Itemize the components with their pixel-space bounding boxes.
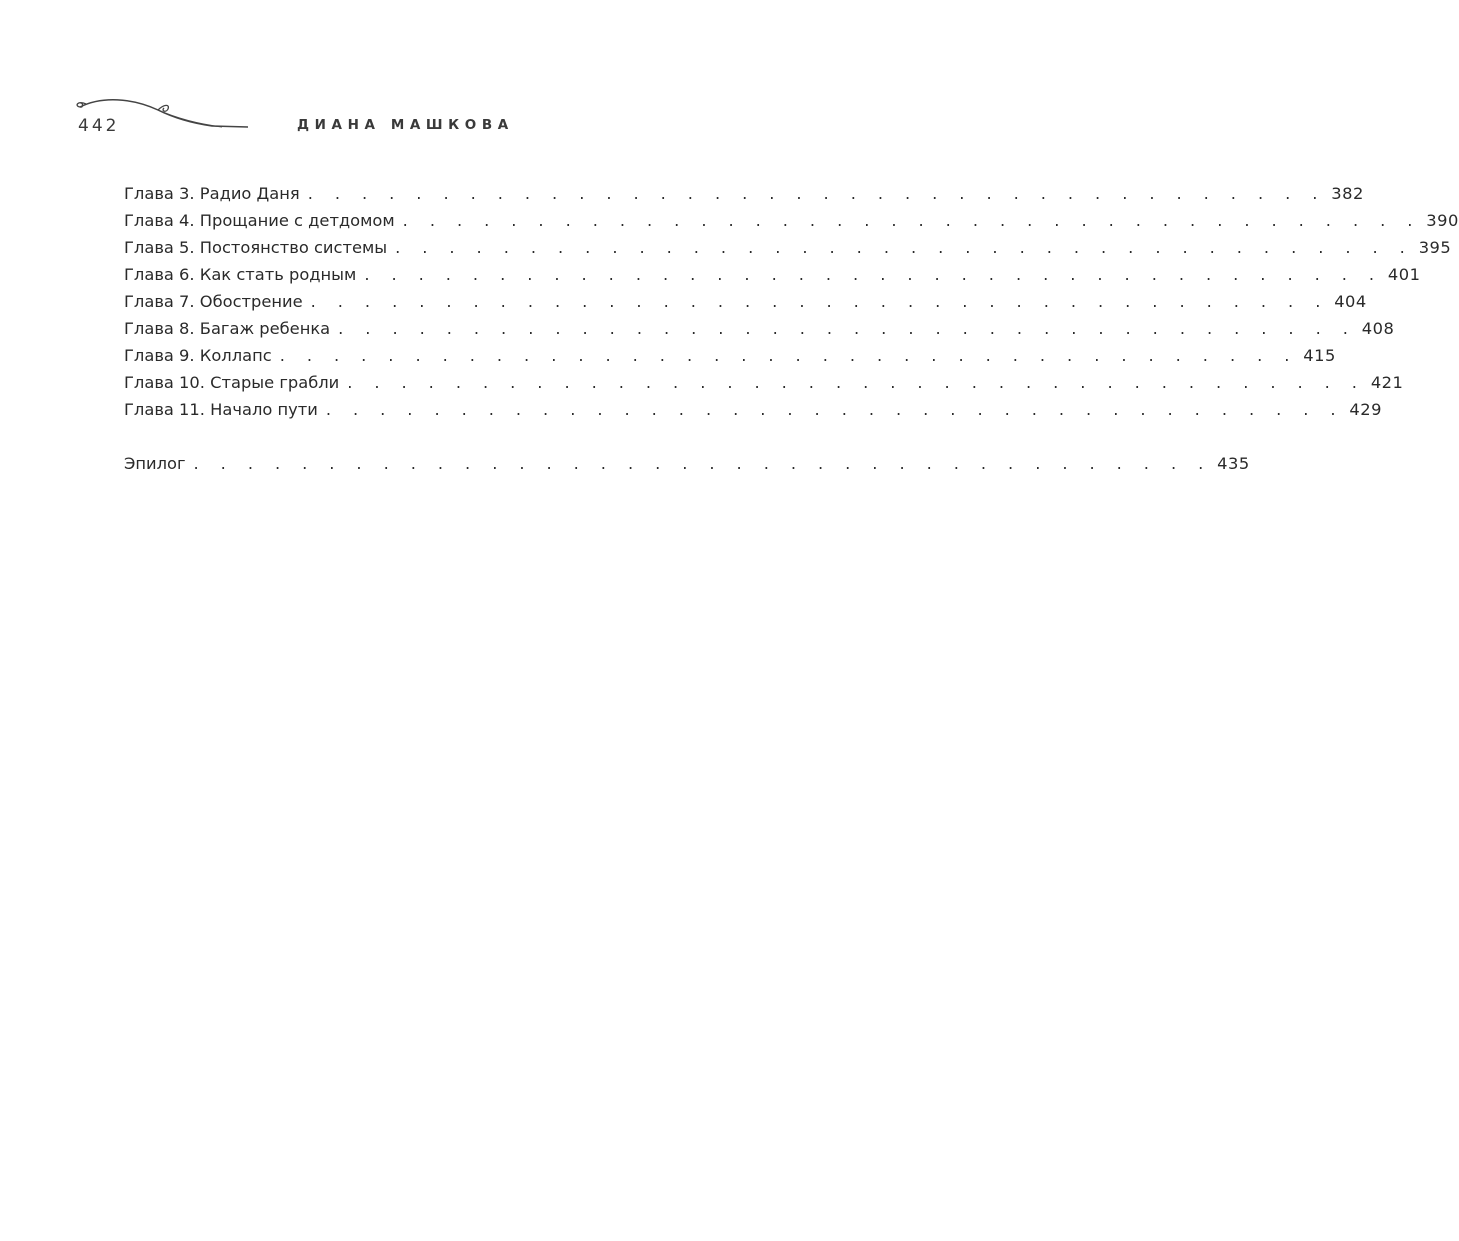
toc-entry [124,238,1452,265]
toc-entry [124,346,1336,373]
toc-entry-page: 421 [1370,373,1404,392]
toc-entry [124,211,1459,238]
dot-leader: . . . . . . . . . . . . . . . . . . . . . . . . . . . . . . . . . . . . . . [325,400,1344,419]
toc-entry [124,373,1404,400]
toc-entry-page: 382 [1331,184,1364,203]
toc-entry-title: Глава 5. Постоянство системы [124,238,388,257]
dot-leader: . . . . . . . . . . . . . . . . . . . . . . . . . . . . . . . . . . . . . . [193,454,1212,473]
table-of-contents [124,184,1459,481]
toc-entry [124,319,1395,346]
toc-entry [124,184,1364,211]
toc-entry [124,400,1382,427]
toc-entry-title: Глава 6. Как стать родным [124,265,357,284]
toc-entry-page: 401 [1387,265,1421,284]
toc-entry-page: 415 [1303,346,1336,365]
toc-entry-title: Глава 7. Обострение [124,292,303,311]
toc-entry-page: 390 [1426,211,1459,230]
toc-entry-page: 429 [1349,400,1382,419]
dot-leader: . . . . . . . . . . . . . . . . . . . . . . . . . . . . . . . . . . . . . . [310,292,1329,311]
dot-leader: . . . . . . . . . . . . . . . . . . . . . . . . . . . . . . . . . . . . . . [279,346,1298,365]
dot-leader: . . . . . . . . . . . . . . . . . . . . . . . . . . . . . . . . . . . . . . [347,373,1366,392]
dot-leader: . . . . . . . . . . . . . . . . . . . . . . . . . . . . . . . . . . . . . . [338,319,1357,338]
dot-leader: . . . . . . . . . . . . . . . . . . . . . . . . . . . . . . . . . . . . . . [395,238,1414,257]
toc-entry-title: Эпилог [124,454,186,473]
page-header [0,0,768,150]
toc-entry-page: 404 [1334,292,1367,311]
toc-entry-title: Глава 11. Начало пути [124,400,318,419]
dot-leader: . . . . . . . . . . . . . . . . . . . . . . . . . . . . . . . . . . . . . . [364,265,1383,284]
toc-entry [124,454,1250,481]
toc-entry-title: Глава 3. Радио Даня [124,184,300,203]
page-number: 442 [78,116,120,136]
toc-entry-page: 408 [1361,319,1395,338]
toc-entry-title: Глава 4. Прощание с детдомом [124,211,395,230]
toc-entry [124,265,1421,292]
dot-leader: . . . . . . . . . . . . . . . . . . . . . . . . . . . . . . . . . . . . . . [402,211,1421,230]
toc-entry-page: 395 [1418,238,1452,257]
toc-entry-title: Глава 8. Багаж ребенка [124,319,331,338]
toc-entry-title: Глава 10. Старые грабли [124,373,340,392]
toc-entry [124,292,1367,319]
running-head-author: ДИАНА МАШКОВА [297,117,514,133]
dot-leader: . . . . . . . . . . . . . . . . . . . . . . . . . . . . . . . . . . . . . . [307,184,1326,203]
toc-entry-page: 435 [1217,454,1250,473]
toc-entry-title: Глава 9. Коллапс [124,346,272,365]
